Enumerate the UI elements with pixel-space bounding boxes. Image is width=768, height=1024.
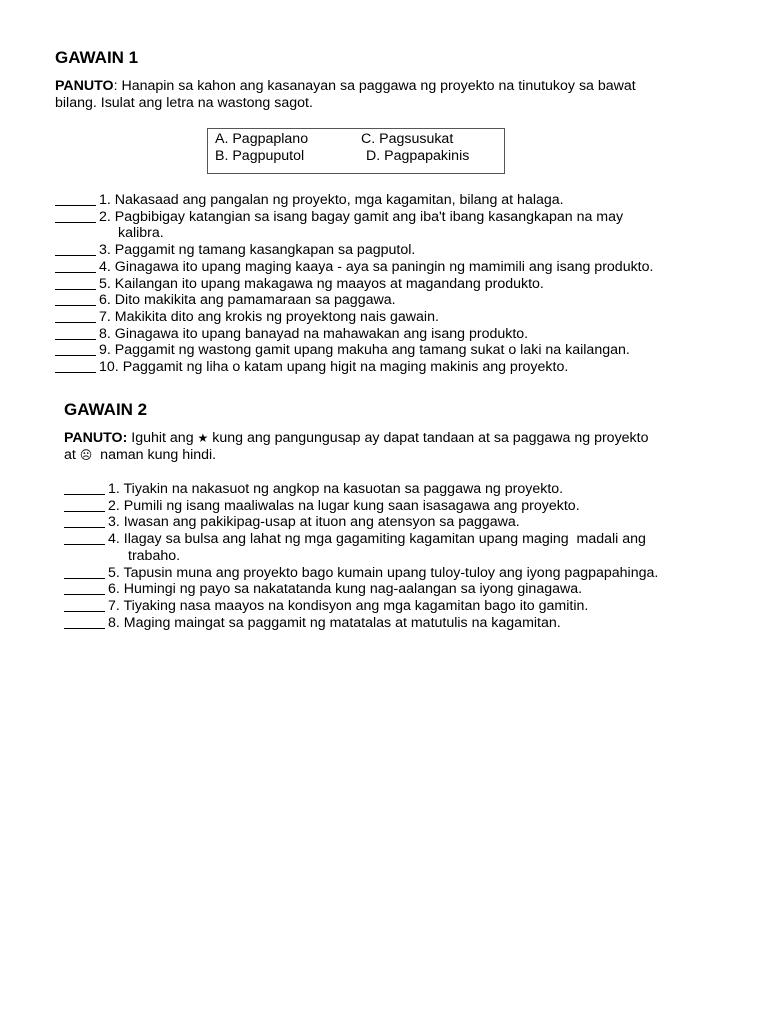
item-statement: Tapusin muna ang proyekto bago kumain upang tuloy-tuloy ang iyong pagpapahinga. [123, 564, 659, 581]
list-item [55, 342, 735, 359]
instruction-label: PANUTO: [64, 430, 128, 446]
list-item [64, 531, 734, 564]
item-row [55, 259, 735, 276]
answer-blank[interactable] [64, 531, 105, 545]
choice-c: C. Pagsusukat [361, 131, 454, 147]
item-statement: Tiyakin na nakasuot ng angkop na kasuotan sa paggawa ng proyekto. [123, 481, 564, 497]
item-text [108, 514, 520, 531]
answer-blank[interactable] [55, 192, 96, 206]
list-item [64, 581, 734, 598]
item-statement: Humingi ng payo sa nakatatanda kung nag-aalangan sa iyong ginagawa. [123, 581, 583, 598]
instruction-line-2: bilang. Isulat ang letra na wastong sagot. [55, 95, 313, 111]
item-row [55, 242, 735, 259]
item-text [99, 292, 396, 309]
list-item [55, 276, 735, 293]
item-row [64, 531, 734, 548]
item-text [108, 498, 580, 515]
item-statement: Pumili ng isang maaliwalas na lugar kung saan isasagawa ang proyekto. [123, 497, 580, 514]
answer-blank[interactable] [55, 326, 96, 340]
item-statement: Ginagawa ito upang maging kaaya - aya sa paningin ng mamimili ang isang produkto. [114, 258, 654, 275]
item-number: 1. [99, 192, 111, 208]
star-icon: ★ [197, 431, 209, 445]
list-item [55, 309, 735, 326]
answer-blank[interactable] [55, 342, 96, 356]
item-number: 9. [99, 342, 111, 359]
list-item [55, 259, 735, 276]
list-item [64, 598, 734, 615]
item-statement: Ginagawa ito upang banayad na mahawakan ang isang produkto. [114, 325, 529, 342]
item-row [64, 598, 734, 615]
list-item [55, 326, 735, 343]
instruction-line-1: : Hanapin sa kahon ang kasanayan sa paggawa ng proyekto na tinutukoy sa bawat [113, 78, 636, 94]
item-number: 10. [99, 359, 119, 376]
item-statement: Paggamit ng wastong gamit upang makuha ang tamang sukat o laki na kailangan. [114, 342, 630, 359]
instruction-part-2: kung ang pangungusap ay dapat tandaan at sa paggawa ng proyekto [208, 430, 649, 446]
instruction-part-3: at [64, 447, 80, 463]
item-statement: Pagbibigay katangian sa isang bagay gamit ang iba't ibang kasangkapan na may [114, 208, 624, 225]
gawain-1-title: GAWAIN 1 [55, 48, 139, 67]
item-row [64, 498, 734, 515]
item-number: 6. [108, 581, 120, 598]
item-row [55, 209, 735, 226]
item-statement: Nakasaad ang pangalan ng proyekto, mga kagamitan, bilang at halaga. [114, 192, 564, 208]
list-item [55, 242, 735, 259]
answer-blank[interactable] [64, 481, 105, 495]
item-statement: Iwasan ang pakikipag-usap at ituon ang atensyon sa paggawa. [123, 514, 520, 531]
answer-blank[interactable] [55, 359, 96, 373]
item-text [99, 326, 528, 343]
gawain-2-section [64, 400, 734, 631]
instruction-part-4: naman kung hindi. [92, 447, 217, 463]
item-text [108, 481, 563, 498]
item-text [108, 565, 658, 582]
item-number: 3. [108, 514, 120, 531]
item-text [108, 615, 561, 632]
item-number: 2. [99, 208, 111, 225]
choices-box [207, 128, 505, 174]
instruction-label: PANUTO [55, 78, 114, 94]
list-item [64, 498, 734, 515]
item-statement: Ilagay sa bulsa ang lahat ng mga gagamiting kagamitan upang maging madali ang [123, 531, 646, 548]
choices-row [215, 148, 504, 165]
item-row [64, 581, 734, 598]
answer-blank[interactable] [55, 259, 96, 273]
item-row [55, 192, 735, 209]
item-number: 7. [108, 597, 120, 614]
gawain-2-instructions [64, 430, 734, 464]
item-row [55, 292, 735, 309]
item-row [55, 342, 735, 359]
answer-blank[interactable] [55, 292, 96, 306]
gawain-1-section [55, 48, 735, 376]
item-number: 3. [99, 242, 111, 259]
answer-blank[interactable] [64, 581, 105, 595]
item-text [99, 342, 630, 359]
item-row [55, 276, 735, 293]
item-statement: Makikita dito ang krokis ng proyektong nais gawain. [114, 308, 439, 325]
list-item [55, 292, 735, 309]
item-text [108, 581, 582, 598]
list-item [55, 209, 735, 242]
choice-b: B. Pagpuputol [215, 148, 305, 164]
item-text [99, 359, 568, 376]
item-text [99, 209, 623, 226]
item-text [108, 598, 588, 615]
answer-blank[interactable] [64, 598, 105, 612]
item-number: 1. [108, 481, 120, 497]
item-text [99, 276, 544, 293]
item-row [55, 309, 735, 326]
item-number: 5. [99, 275, 111, 292]
list-item [55, 192, 735, 209]
item-continuation: trabaho. [128, 547, 181, 564]
gawain-1-items [55, 192, 735, 376]
list-item [64, 615, 734, 632]
answer-blank[interactable] [64, 565, 105, 579]
item-number: 4. [99, 258, 111, 275]
item-number: 5. [108, 564, 120, 581]
item-number: 8. [99, 325, 111, 342]
answer-blank[interactable] [64, 615, 105, 629]
item-statement: Paggamit ng liha o katam upang higit na maging makinis ang proyekto. [122, 359, 569, 376]
gawain-2-title: GAWAIN 2 [64, 400, 148, 419]
item-number: 6. [99, 292, 111, 309]
item-number: 7. [99, 308, 111, 325]
item-statement: Maging maingat sa paggamit ng matatalas at matutulis na kagamitan. [123, 614, 561, 631]
item-row [55, 326, 735, 343]
item-text [99, 242, 415, 259]
item-row [55, 359, 735, 376]
item-statement: Paggamit ng tamang kasangkapan sa pagputol. [114, 242, 416, 259]
item-number: 8. [108, 614, 120, 631]
answer-blank[interactable] [64, 514, 105, 528]
item-continuation: kalibra. [118, 225, 164, 242]
answer-blank[interactable] [55, 209, 96, 223]
answer-blank[interactable] [55, 309, 96, 323]
gawain-1-instructions [55, 78, 735, 112]
answer-blank[interactable] [55, 276, 96, 290]
item-statement: Tiyaking nasa maayos na kondisyon ang mga kagamitan bago ito gamitin. [123, 597, 589, 614]
item-text [108, 531, 646, 548]
list-item [55, 359, 735, 376]
item-row [64, 481, 734, 498]
item-number: 4. [108, 531, 120, 548]
list-item [64, 565, 734, 582]
item-text [99, 192, 564, 209]
frown-face-icon: ☹ [79, 448, 93, 462]
item-row [64, 615, 734, 632]
item-row [64, 514, 734, 531]
choice-d: D. Pagpapakinis [366, 148, 470, 164]
item-statement: Dito makikita ang pamamaraan sa paggawa. [114, 292, 396, 309]
list-item [64, 514, 734, 531]
gawain-2-items [64, 481, 734, 631]
item-row [64, 565, 734, 582]
item-text [99, 259, 653, 276]
list-item [64, 481, 734, 498]
item-text [99, 309, 439, 326]
instruction-part-1: Iguhit ang [127, 430, 198, 446]
choices-row [215, 131, 504, 148]
choice-a: A. Pagpaplano [215, 131, 309, 147]
answer-blank[interactable] [64, 498, 105, 512]
item-statement: Kailangan ito upang makagawa ng maayos at magandang produkto. [114, 275, 544, 292]
answer-blank[interactable] [55, 242, 96, 256]
item-number: 2. [108, 497, 120, 514]
